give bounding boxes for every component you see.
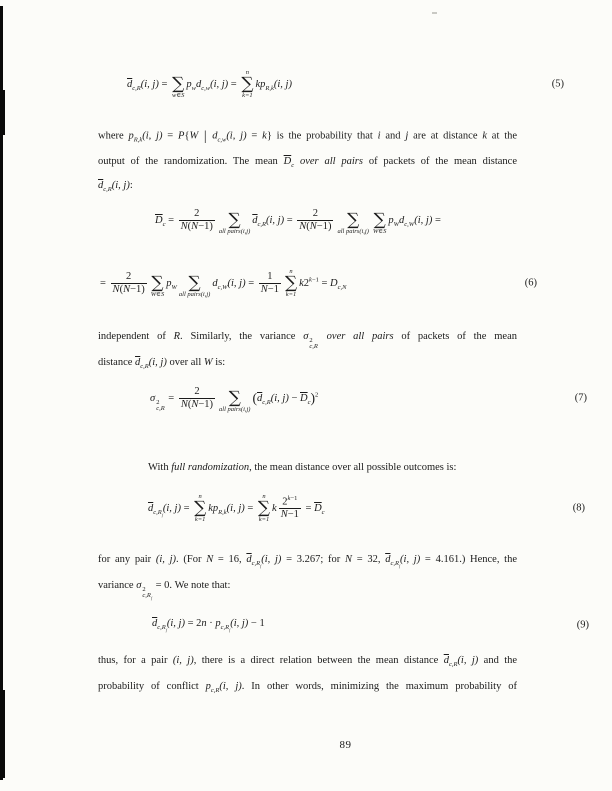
scan-speck-artifact	[432, 12, 437, 14]
equation-6-line-2-math: = $\frac{2}{N(N-1)}$ ∑ W∈S $p_W$ ∑ all pairs(i,j) $d_{c,W}(i$, j) = $\frac{1}{N-1}$ n ∑ k=1 $k2^{k-1} = D_{c,N}$	[100, 268, 347, 299]
scan-edge-blob	[0, 90, 5, 135]
text-line-distance-over-all-w: distance $\overline{d}_{c,R}(i$, j) over all W is:	[98, 357, 226, 371]
text-line-where-probability: where $p_{R,k}(i$, j) = P{W | $d_{c,w}(i$, j) = k} is the probability that i and j are at distance k at the	[98, 128, 518, 144]
equation-9	[98, 618, 591, 632]
text-line-thus-for-a-pair: thus, for a pair (i, j), there is a direct relation between the mean distance $\overline{d}_{c,R}(i$, j) and the	[98, 655, 518, 669]
equation-7	[98, 383, 589, 413]
scan-edge-blob	[0, 690, 5, 778]
text-line-with-full-randomization: With full randomization, the mean distance over all possible outcomes is:	[148, 462, 457, 473]
equation-8-math: $\overline{d}_{c,R_f}(i$, j) = n ∑ k=1 $kp_{R,k}(i$, j) = n ∑ k=1 k $\frac{2^{k-1}}{N-1}$ = $\overline{D}_c$	[148, 493, 325, 524]
text-line-independent-of-r: independent of R. Similarly, the variance σ 2 c,R over all pairs of packets of the mean	[98, 331, 517, 351]
equation-5-math: $\overline{d}_{c,R}(i$, j) = ∑ w∈S $p_wd_{c,w}(i$, j) = n ∑ k=1 $kp_{R,k}(i$, j)	[127, 69, 292, 100]
text-line-for-any-pair: for any pair (i, j). (For N = 16, $\overline{d}_{c,R_f}(i$, j) = 3.267; for N = 32, $\overline{d}_{c,R_f}(i$, j) = 4.161.) Hence, the	[98, 554, 518, 569]
equation-8-number: (8)	[572, 502, 585, 514]
equation-5	[98, 69, 566, 99]
equation-6-line-2	[98, 268, 539, 298]
equation-6-line-1-math: $\overline{D}_c$ = $\frac{2}{N(N-1)}$ ∑ all pairs(i,j) $\overline{d}_{c,R}(i$, j) = $\frac{2}{N(N-1)}$ ∑ all pairs(i,j) ∑ W∈S $p_Wd_{c,W}(i$, j) =	[155, 207, 441, 236]
equation-6-line-1	[98, 205, 594, 235]
equation-6-number: (6)	[524, 277, 537, 289]
equation-8	[98, 493, 587, 523]
text-line-probability-of-conflict: probability of conflict $p_{c,R}(i$, j). In other words, minimizing the maximum probability of	[98, 681, 517, 695]
equation-7-number: (7)	[574, 392, 587, 404]
equation-7-math: σ 2 c,R = $\frac{2}{N(N-1)}$ ∑ all pairs(i,j) ($\overline{d}_{c,R}(i$, $j) - \overline{D}_c)^2$	[150, 385, 319, 414]
text-line-dcr-colon: $\overline{d}_{c,R}(i$, j):	[98, 180, 133, 194]
text-line-output-randomization: output of the randomization. The mean $\overline{D}_c$ over all pairs of packets of the mean distance	[98, 156, 517, 170]
equation-9-number: (9)	[576, 619, 589, 631]
equation-5-number: (5)	[551, 78, 564, 90]
equation-9-math: $\overline{d}_{c,R_f}(i$, $j) = 2n \cdot p_{c,R_f}(i$, j) − 1	[152, 618, 265, 633]
text-line-variance-zero: variance σ 2 $c,R_f$ = 0. We note that:	[98, 580, 231, 601]
page-number: 89	[339, 739, 352, 751]
